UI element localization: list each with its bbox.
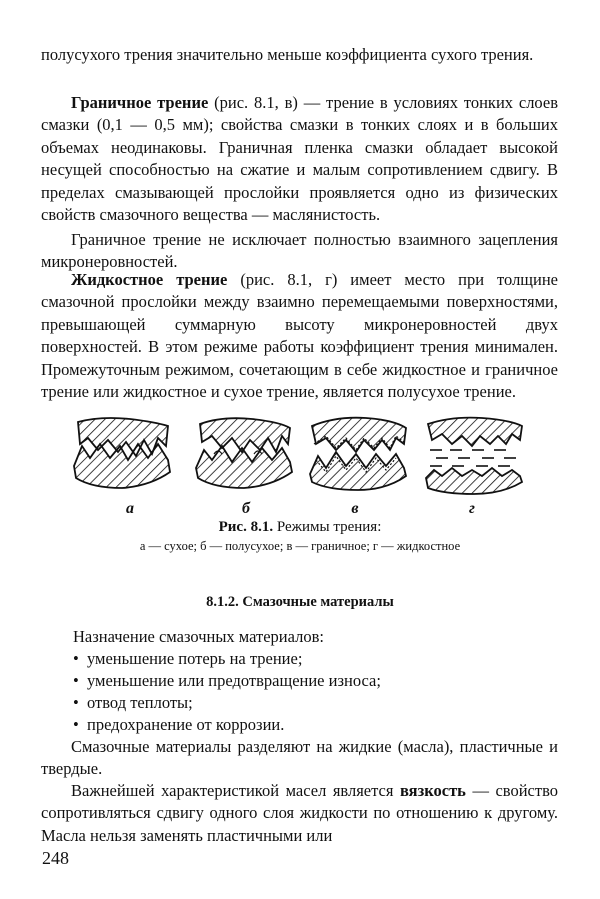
list-item: • уменьшение потерь на трение; (73, 649, 303, 668)
paragraph-viscosity (41, 780, 558, 847)
figure-dry-friction (74, 418, 170, 488)
paragraph-semi-dry-intro (41, 44, 558, 66)
paragraph-text: — свойство сопротивляться сдвигу одного слоя жидкости по отношению к другому. Масла нельзя заменять пластичными или (41, 781, 558, 845)
list-item: • уменьшение или предотвращение износа; (73, 671, 381, 690)
paragraph-text: полусухого трения значительно меньше коэффициента сухого трения. (41, 45, 534, 64)
list-item: • отвод теплоты; (73, 693, 193, 712)
friction-regimes-figure (70, 414, 530, 514)
term-fluid-friction: Жидкостное трение (71, 270, 228, 289)
figure-fluid-friction (426, 418, 522, 494)
figure-legend: а — сухое; б — полусухое; в — граничное; г — жидкостное (139, 539, 461, 553)
page-number: 248 (42, 848, 69, 868)
paragraph-text: (рис. 8.1, в) — трение в условиях тонких слоев смазки (0,1 — 0,5 мм); свойства смазки в тонких слоях и в больших объемах неодинаковы. Граничная пленка смазки обладает высокой несущей способностью на сжатие и малым сопротивлением сдвигу. В пределах смазывающей прослойки проявляется одно из физических свойств смазочного вещества — маслянистость. (41, 93, 558, 225)
paragraph-fluid-friction (41, 269, 558, 403)
figure-caption-number: Рис. 8.1. (218, 519, 274, 535)
paragraph-text: Важнейшей характеристикой масел является (71, 781, 400, 800)
paragraph-boundary-note (41, 229, 558, 274)
figure-boundary-friction (310, 418, 406, 490)
figure-semi-dry-friction (196, 418, 292, 488)
paragraph-lubricant-types (41, 736, 558, 781)
term-viscosity: вязкость (399, 781, 466, 800)
figure-label-g: г (469, 500, 475, 517)
section-heading: 8.1.2. Смазочные материалы (206, 594, 394, 610)
paragraph-text: Граничное трение не исключает полностью взаимного зацепления микронеровностей. (41, 230, 558, 272)
paragraph-boundary-friction (41, 92, 558, 226)
list-item-text: уменьшение потерь на трение; (87, 649, 303, 668)
list-item-text: уменьшение или предотвращение износа; (87, 671, 381, 690)
term-boundary-friction: Граничное трение (71, 93, 209, 112)
list-item-text: отвод теплоты; (87, 693, 193, 712)
figure-label-v: в (351, 500, 359, 517)
list-item-text: предохранение от коррозии. (87, 715, 285, 734)
figure-label-b: б (242, 500, 250, 517)
list-item: • предохранение от коррозии. (73, 715, 285, 734)
figure-caption (0, 519, 600, 536)
paragraph-text: (рис. 8.1, г) имеет место при толщине смазочной прослойки между взаимно перемещаемыми поверхностями, превышающей суммарную высоту микронеровностей двух поверхностей. В этом режиме работы коэффициент трения минимален. Промежуточным режимом, сочетающим в себе жидкостное и граничное трение или жидкостное и сухое трение, является полусухое трение. (41, 270, 558, 402)
paragraph-text: Смазочные материалы разделяют на жидкие (масла), пластичные и твердые. (41, 737, 558, 779)
figure-caption-text: Режимы трения: (273, 519, 382, 535)
figure-label-a: а (126, 500, 134, 517)
purpose-intro: Назначение смазочных материалов: (73, 627, 324, 646)
